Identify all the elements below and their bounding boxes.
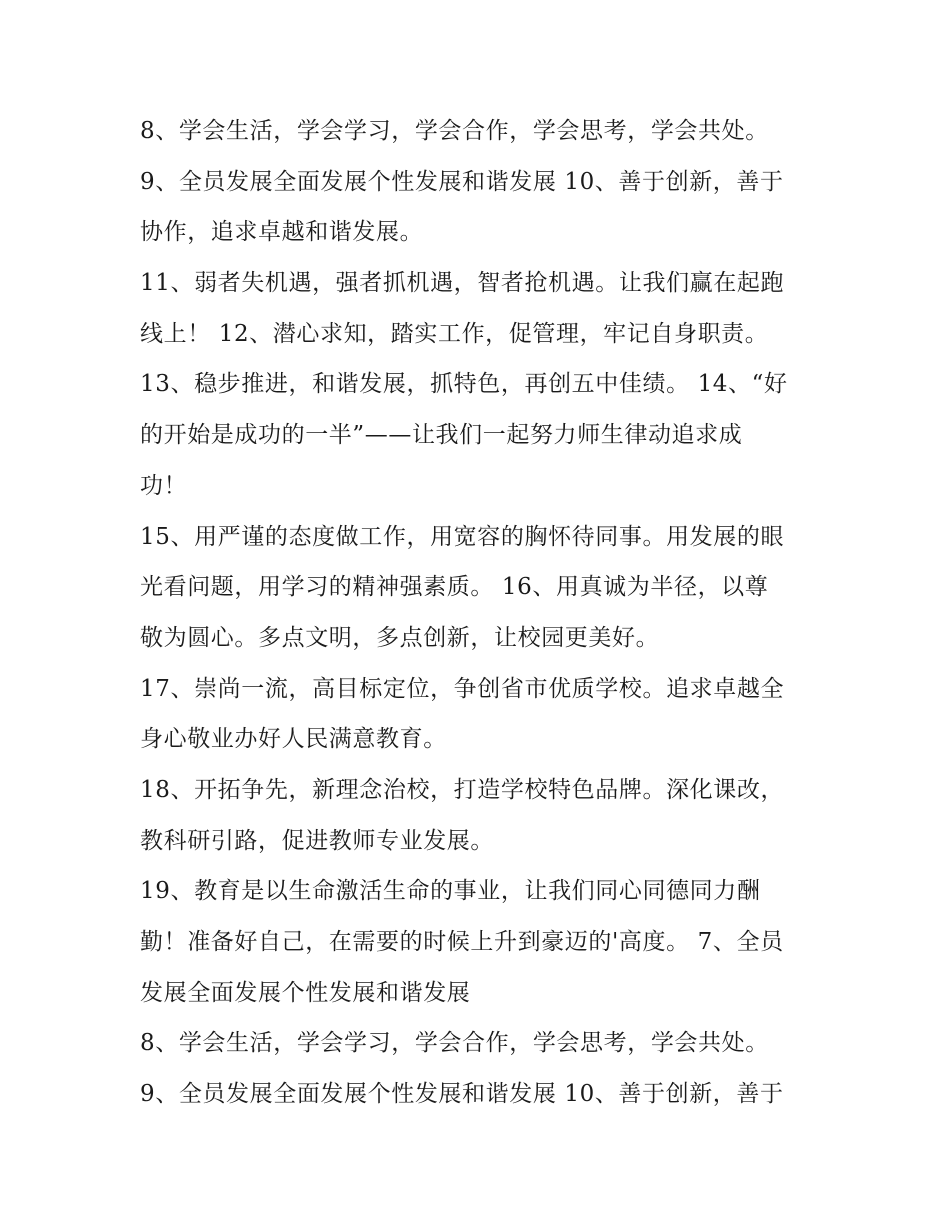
- text-line: 9、全员发展全面发展个性发展和谐发展 10、善于创新，善于: [140, 168, 784, 195]
- text-line: 11、弱者失机遇，强者抓机遇，智者抢机遇。让我们赢在起跑: [140, 270, 785, 297]
- text-line: 9、全员发展全面发展个性发展和谐发展 10、善于创新，善于: [140, 1081, 784, 1108]
- text-line: 线上！ 12、潜心求知，踏实工作，促管理，牢记自身职责。: [140, 320, 769, 347]
- text-line: 勤！准备好自己，在需要的时候上升到豪迈的'高度。 7、全员: [140, 929, 784, 955]
- text-line: 19、教育是以生命激活生命的事业，让我们同心同德同力酬: [140, 878, 761, 905]
- document-body: [140, 106, 820, 1120]
- text-line: 协作，追求卓越和谐发展。: [140, 219, 424, 246]
- text-line: 8、学会生活，学会学习，学会合作，学会思考，学会共处。: [140, 1030, 769, 1057]
- text-line: 教科研引路，促进教师专业发展。: [140, 827, 494, 854]
- text-line: 18、开拓争先，新理念治校，打造学校特色品牌。深化课改，: [140, 776, 785, 803]
- text-line: 17、崇尚一流，高目标定位，争创省市优质学校。追求卓越全: [140, 675, 785, 702]
- text-line: 15、用严谨的态度做工作，用宽容的胸怀待同事。用发展的眼: [140, 523, 785, 550]
- text-line: 功！: [140, 472, 188, 499]
- text-line: 发展全面发展个性发展和谐发展: [140, 979, 471, 1006]
- text-line: 8、学会生活，学会学习，学会合作，学会思考，学会共处。: [140, 118, 769, 144]
- text-line: 光看问题，用学习的精神强素质。 16、用真诚为半径，以尊: [140, 574, 769, 601]
- text-line: 的开始是成功的一半”——让我们一起努力师生律动追求成: [140, 422, 743, 449]
- text-line: 敬为圆心。多点文明，多点创新，让校园更美好。: [140, 624, 660, 651]
- text-line: 13、稳步推进，和谐发展，抓特色，再创五中佳绩。 14、“好: [140, 371, 788, 398]
- text-line: 身心敬业办好人民满意教育。: [140, 726, 447, 753]
